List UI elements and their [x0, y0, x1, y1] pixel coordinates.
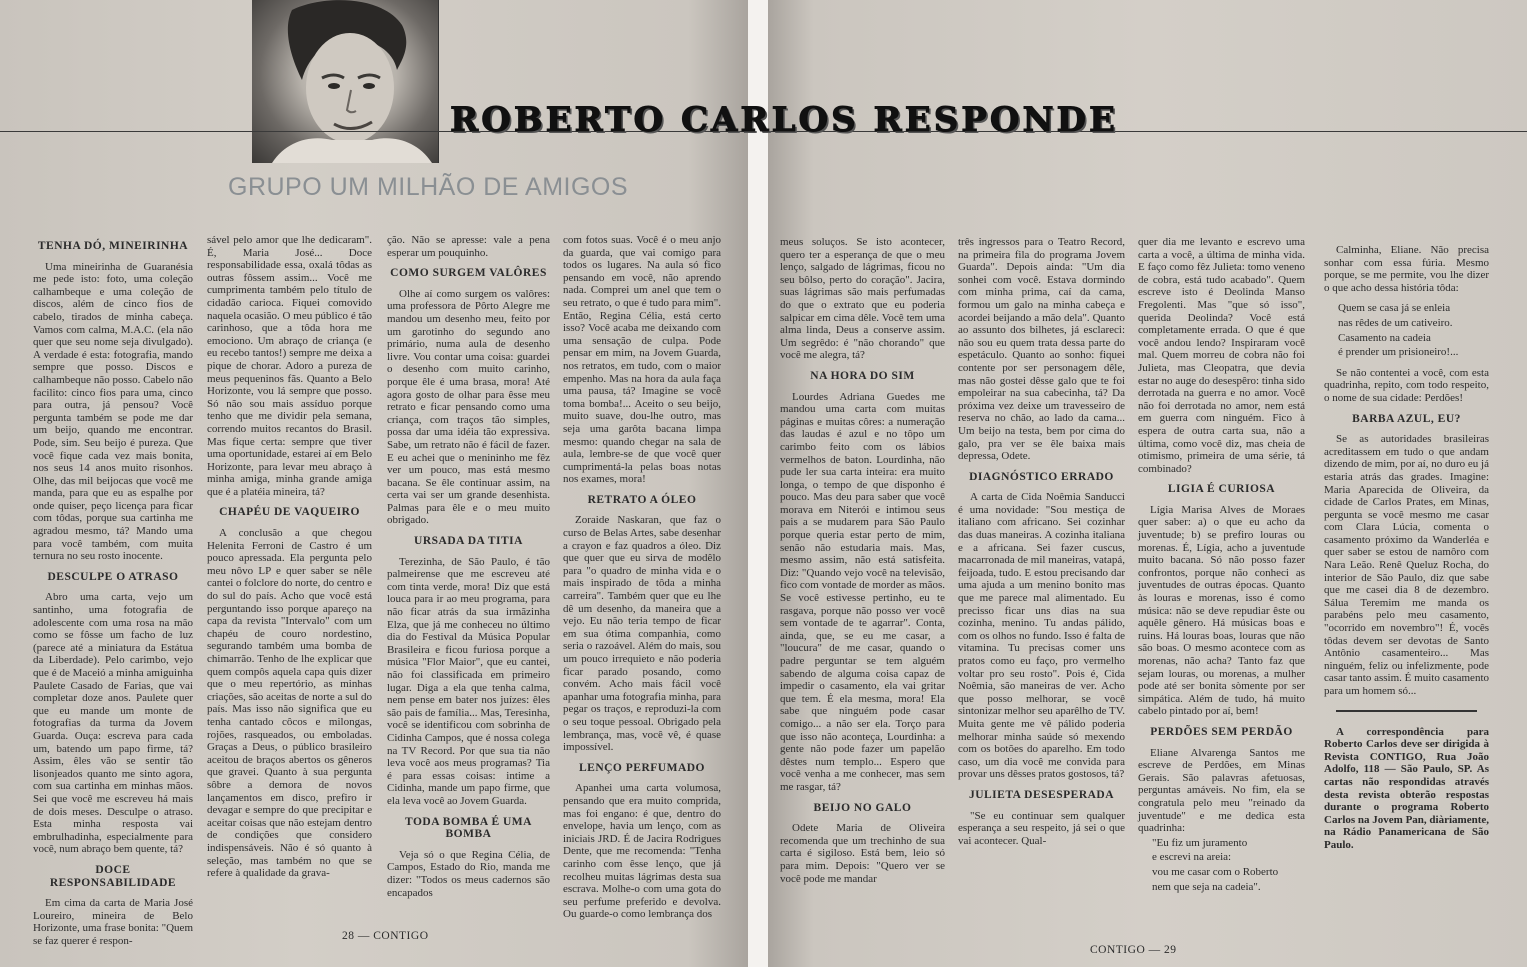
heading: LENÇO PERFUMADO: [578, 761, 705, 774]
page-gutter: [748, 0, 768, 967]
heading: PERDÕES SEM PERDÃO: [1150, 725, 1293, 738]
section-subtitle: GRUPO UM MILHÃO DE AMIGOS: [228, 173, 629, 201]
heading: DESCULPE O ATRASO: [47, 570, 179, 583]
paragraph: quer dia me levanto e escrevo uma carta a você, a última de minha vida. E faço como fêz Julieta: tomo veneno de cobra, está tudo acabado". Quem escreve isto é Deolinda Manso Fregolenti. Mas "que só isso", querida Deolinda? Você está completamente errada. O que é que você andou lendo? Inspiraram você mal. Quem morreu de cobra não foi Julieta, mas Cleopatra, que devia estar no auge do desespêro: tinha sido derrotada na guerra e no amor. Você não foi derrotada no amor, nem está em guerra com ninguém. Fico à espera de outra carta sua, não a última, como você diz, mas cheia de otimismo, primeira de uma série, tá combinado?: [1138, 236, 1305, 475]
heading: URSADA DA TITIA: [414, 535, 523, 548]
heading: NA HORA DO SIM: [810, 369, 915, 382]
left-column-4: [563, 234, 721, 922]
verse-line: vou me casar com o Roberto: [1152, 865, 1279, 878]
paragraph: Se as autoridades brasileiras acreditassem em tudo o que andam dizendo de mim, por aí, no duro eu já estaria atrás das grades. Imagine: Maria Aparecida de Oliveira, da cidade de Carlos Prates, em Minas, pergunta se você mesmo me casar com Clara Lúcia, comenta o casamento próximo da Wanderléa e quer saber se estou de namôro com Nara Leão. Renê Queluz Rocha, do interior de São Paulo, diz que sabe que me casei dia 8 de dezembro. Sálua Teremim me manda os parabéns pelo meu casamento, "ocorrido em novembro"! É, vocês tôdas devem ser devotas de Santo Antônio casamenteiro... Mas ninguém, feliz ou infelizmente, pode casar tanto assim. É muito casamento para um homem só...: [1324, 433, 1489, 697]
verse-line: é prender um prisioneiro!...: [1338, 346, 1459, 359]
verse-line: nem que seja na cadeia".: [1152, 880, 1261, 893]
paragraph: Zoraide Naskaran, que faz o curso de Belas Artes, sabe desenhar a crayon e faz quadros a óleo. Diz que quer que eu sirva de modêlo para "o quadro de minha vida e o mais inspirado de tôda a minha carreira". Também quer que eu lhe dê um desenho, da maneira que a vejo. Eu não teria tempo de ficar em sua ótima companhia, como seria o razoável. Além do mais, sou um pouco irrequieto e não poderia ficar parado posando, como convém. Acho mais fácil você apanhar uma fotografia minha, para pegar os traços, e reproduzi-la com o seu toque pessoal. Obrigado pela lembrança, mas, você vê, é quase impossível.: [563, 514, 721, 754]
page-number-left: 28 — CONTIGO: [342, 930, 429, 942]
heading: DOCE RESPONSABILIDADE: [49, 863, 177, 889]
page-number-right: CONTIGO — 29: [1090, 944, 1177, 956]
paragraph: Apanhei uma carta volumosa, pensando que era muito comprida, mas foi engano: é que, dentro do envelope, havia um lenço, com as iniciais JRD. É de Jacira Rodrigues Dente, que me recomenda: "Tenha carinho com êsse lenço, que já recolheu muitas lágrimas desta sua escrava. Molhe-o com uma gota do seu perfume preferido e devolva. Ou guarde-o como lembrança dos: [563, 782, 721, 921]
paragraph: Veja só o que Regina Célia, de Campos, Estado do Rio, manda me dizer: "Todos os meus cadernos são encapados: [387, 848, 550, 899]
paragraph: A conclusão a que chegou Helenita Ferroni de Castro é um pouco apressada. Ela pergunta pelo meu nôvo LP e quer saber se nêle cantei o folclore do norte, do centro e do sul do país. Acho que você está perguntando isso porque apareço na capa da revista "Intervalo" com um chapéu de couro nordestino, segurando também uma bomba de chimarrão. Tenho de lhe explicar que quem compôs aquela capa quis dizer que o meu repertório, as minhas criações, são aceitas de norte a sul do país. Mas isso não significa que eu tenha cantado côcos e milongas, rojões, rasqueados, ou emboladas. Graças a Deus, o público brasileiro aceitou de braços abertos os gêneros que gravei. Quanto à sua pergunta sôbre a demora de novos lançamentos em disco, prefiro ir devagar e sempre do que precipitar e aceitar coisas que não estejam dentro de condições que considero indispensáveis. Não é só quanto à seleção, mas também no que se refere à qualidade da grava-: [207, 527, 372, 880]
verse-line: "Eu fiz um juramento: [1152, 836, 1248, 849]
verse-line: e escrevi na areia:: [1152, 851, 1232, 864]
heading: CHAPÉU DE VAQUEIRO: [219, 506, 360, 519]
heading: BARBA AZUL, EU?: [1352, 412, 1461, 425]
right-column-1: [780, 236, 945, 922]
paragraph: Olhe aí como surgem os valôres: uma professora de Pôrto Alegre me mandou um desenho meu, feito por um garotinho do segundo ano primário, numa aula de desenho livre. Vou contar uma coisa: guardei o desenho com muito carinho, porque êle é uma brasa, mora! Até agora gosto de olhar para êsse meu retrato e ficar pensando como uma criança, com traços tão simples, possa dar uma idéia tão expressiva. Sabe, um retrato não é fácil de fazer. E eu achei que o menininho me fêz ver um pouco, mas está mesmo bacana. Se êle continuar assim, na certa vai ser um grande desenhista. Palmas para êle e o meu muito obrigado.: [387, 287, 550, 527]
heading: BEIJO NO GALO: [813, 801, 912, 814]
paragraph: ção. Não se apresse: vale a pena esperar um pouquinho.: [387, 234, 550, 259]
paragraph: Odete Maria de Oliveira recomenda que um trechinho de sua carta é sigiloso. Está bem, leio só para mim. Depois: "Quero ver se você pode me mandar: [780, 822, 945, 885]
right-column-3: [1138, 236, 1305, 922]
heading: TENHA DÓ, MINEIRINHA: [37, 240, 189, 252]
heading: LIGIA É CURIOSA: [1167, 483, 1276, 496]
paragraph: com fotos suas. Você é o meu anjo da guarda, que vai comigo para todos os lugares. Na aula só fico pensando em você, não aprendo nada. Comprei um anel que tem o seu retrato, o que é tudo para mim". Então, Regina Célia, está certo isso? Você acaba me deixando com uma sensação de culpa. Pode pensar em mim, na Jovem Guarda, nos retratos, em tudo, com o maior empenho. Mas na hora da aula faça uma pausa, tá? Imagine se você toma bomba!... Aceito o seu beijo, muito suave, dou-lhe outro, mas seja uma garôta bacana limpa mesmo: quando chegar na sala de aula, lembre-se de que você quer cumprimentá-la pelas boas notas nos exames, mora!: [563, 234, 721, 486]
page-title: ROBERTO CARLOS RESPONDE: [450, 100, 1118, 140]
heading: JULIETA DESESPERADA: [968, 788, 1115, 801]
paragraph: A carta de Cida Noêmia Sanducci é uma novidade: "Sou mestiça de italiano com africano. Sei cozinhar das duas maneiras. A cozinha italiana e a africana. Sei fazer cuscus, macarronada de mil maneiras, vatapá, feijoada, tudo. E estou precisando dar uma ajuda a um menino bonito mas que me parece mal alimentado. Eu precisso ficar uns dias na sua cozinha, menino. Tu andas pálido, com os olhos no fundo. Isso é falta de vitamina. Tu precisas comer uns pratos como eu faço, pro vermelho voltar pro seu rosto". Pois é, Cida Noêmia, são maneiras de ver. Acho que posso melhorar, se você sintonizar melhor seu aparêlho de TV. Muita gente me vê pálido poderia melhorar minha saúde só mexendo com os botões do aparelho. Em todo caso, um dia você me convida para provar uns dêsses pratos gostosos, tá?: [958, 491, 1125, 781]
portrait-illustration: [252, 0, 438, 163]
paragraph: Lígia Marisa Alves de Moraes quer saber: a) o que eu acho da juventude; b) se prefiro louras ou morenas. É, Lígia, acho a juventude muito bacana. Só não posso fazer confrontos, porque não conheci as juventudes de outras épocas. Quanto às louras e morenas, isso é como música: não se deve repudiar êste ou aquêle gênero. Há músicas boas e ruins. Há louras boas, louras que não são boas. O mesmo acontece com as morenas, não acha? Tanto faz que sejam louras, ou morenas, a mulher pode até ser bonita sòmente por ser simpática. Além de tudo, há muito cabelo pintado por aí, bem!: [1138, 503, 1305, 718]
left-page: [0, 0, 748, 967]
left-column-1: [33, 232, 193, 947]
right-column-4: [1324, 244, 1489, 930]
paragraph: Lourdes Adriana Guedes me mandou uma carta com muitas páginas e muitas côres: a numeração das laudas é azul e no tôpo um carimbo feito com os lábios vermelhos de baton. Lourdinha, não pude ler sua carta inteira: era muito longa, o tempo de que disponho é pouco. Mas deu para saber que você morava em Niterói e intimou seus pais a se mudarem para São Paulo porque queria estar perto de mim, senão não estudaria mais. Mas, mesmo assim, não está satisfeita. Diz: "Quando vejo você na televisão, fico com vontade de morder as mãos. Se você estivesse pertinho, eu te rasgava, porque não posso ver você sem vontade de te agarrar". Conta, ainda, que, se eu me casar, a "loucura" de me casar, quando o padre perguntar se tem alguém sabendo de alguma coisa capaz de impedir o casamento, ela vai gritar que tem. É ela mesma, mora! Ela sabe que ninguém pode casar comigo... a não ser ela. Torço para que isso não aconteça, Lourdinha: a gente não pode fazer um papelão dêstes num templo... Espero que você venha a me conhecer, mas sem me rasgar, tá?: [780, 390, 945, 793]
paragraph: meus soluços. Se isto acontecer, quero ter a esperança de que o meu lenço, salgado de lágrimas, ficou no seu bôlso, perto do coração". Jacira, suas lágrimas são mais perfumadas do que o extrato que eu poderia salpicar em cima dêle. Você tem uma alma linda, Deus a conserve assim. Um segrêdo: é "não chorando" que você me alegra, tá?: [780, 236, 945, 362]
heading: TODA BOMBA É UMA BOMBA: [405, 815, 532, 841]
paragraph: três ingressos para o Teatro Record, na primeira fila do programa Jovem Guarda". Depois ainda: "Um dia sonhei com você. Estava dormindo com minha prima, caí da cama, formou um galo na minha cabeça e acordei beijando a mão dela". Quanto ao assunto dos bilhetes, já esclareci: não sou eu quem trata dessa parte do espetáculo. Quanto ao sonho: fiquei contente por ser personagem dêle, mas não gostei dêsse galo que te foi empoleirar na sua cabecinha, tá? Da próxima vez deixe um travesseiro de reserva no chão, ao lado da cama... Um beijo na testa, bem por cima do galo, pra ver se êle baixa mais depressa, Odete.: [958, 236, 1125, 463]
heading: DIAGNÓSTICO ERRADO: [969, 470, 1114, 483]
paragraph: Abro uma carta, vejo um santinho, uma fotografia de adolescente com uma rosa na mão como se fôsse um facho de luz (parece até a miniatura da Estátua da Liberdade). Pelo carimbo, vejo que é de Maceió a minha amiguinha Paulete Casado de Farias, que vai completar doze anos. Paulete quer que eu mande um monte de fotografias da turma da Jovem Guarda. Ouça: escreva para cada um, batendo um papo firme, tá? Assim, êles vão se sentir tão lisonjeados quanto me sinto agora, com sua cartinha em minhas mãos. Sei que você me escreveu há mais de dois meses. Desculpe o atraso. Esta minha resposta vai embrulhadinha, especialmente para você, num abraço bem quente, tá?: [33, 591, 193, 856]
paragraph: "Se eu continuar sem qualquer esperança a seu respeito, já sei o que vai acontecer. Qual-: [958, 809, 1125, 847]
left-column-2: [207, 234, 372, 922]
paragraph: Se não contentei a você, com esta quadrinha, repito, com todo respeito, o nome de sua cidade: Perdões!: [1324, 366, 1489, 404]
verse-line: nas rêdes de um cativeiro.: [1338, 316, 1453, 329]
paragraph: Uma mineirinha de Guaranésia me pede isto: foto, uma coleção calhambeque e uma coleção de discos, além de cinco fios de cabelo, tirados de minha cabeça. Vamos com calma, M.A.C. (ela não quer que seu nome seja divulgado). A verdade é esta: fotografia, mando sempre que posso. Discos e calhambeque não posso. Cabelo não facilito: cinco fios para uma, cinco para outra, já pensou? Você pergunta também se pode me dar um beijo, quando me encontrar. Pode, sim. Seu beijo é pureza. Que você fique cada vez mais bonita, nos seus 14 anos muito risonhos. Olhe, das mil beijocas que você me manda, para que eu as espalhe por onde quiser, peço licença para ficar com tôdas, porque sua cartinha me agradou mesmo, tá? Mando uma para você também, com muita ternura no seu rosto inocente.: [33, 260, 193, 563]
verse-line: Casamento na cadeia: [1338, 331, 1431, 344]
right-column-2: [958, 236, 1125, 922]
right-page: [768, 0, 1527, 967]
divider: [1336, 710, 1478, 712]
verse-line: Quem se casa já se enleia: [1338, 302, 1451, 315]
paragraph: sável pelo amor que lhe dedicaram". É, Maria José... Doce responsabilidade essa, oxalá tôdas as outras fôssem assim... Você me cumprimenta também pelo título de cidadão carioca. Fiquei comovido naquela ocasião. O meu público é tão carinhoso, que a tôda hora me emociono. Um abraço de criança (e eu recebo tantos!) sempre me deixa a pique de chorar. Adoro a pureza de meus pequeninos fãs. Quanto a Belo Horizonte, vou lá sempre que posso. Só não sou mais assíduo porque tenho que me dividir pela semana, correndo muitos recantos do Brasil. Mas fique certa: sempre que tiver uma oportunidade, estarei aí em Belo Horizonte, para levar meu abraço à minha amiga, minha grande amiga que é a platéia mineira, tá?: [207, 234, 372, 498]
correspondence-note: A correspondência para Roberto Carlos deve ser dirigida à Revista CONTIGO, Rua João Adolfo, 118 — São Paulo, SP. As cartas não respondidas através desta revista obterão respostas durante o programa Roberto Carlos na Jovem Pan, diàriamente, na Rádio Panamericana de São Paulo.: [1324, 725, 1489, 851]
paragraph: Terezinha, de São Paulo, é tão palmeirense que me escreveu até com tinta verde, mora! Diz que está louca para ir ao meu programa, para não ficar atrás da sua irmãzinha Elza, que já me conheceu no último dia do Festival da Música Popular Brasileira e ficou furiosa porque a música "Flor Maior", que eu cantei, não foi classificada em primeiro lugar. Diga a ela que tenha calma, nem pense em bater nos juízes: êles são pais de família... Mas, Teresinha, você se identificou com sobrinha de Cidinha Campos, que é nossa colega na TV Record. Por que sua tia não leva você aos meus programas? Tia é para essas coisas: intime a Cidinha, mande um papo firme, que ela leva você ao Jovem Guarda.: [387, 555, 550, 807]
paragraph: Em cima da carta de Maria José Loureiro, mineira de Belo Horizonte, uma frase bonita: "Quem se faz querer é respon-: [33, 897, 193, 947]
portrait-photo: [252, 0, 439, 163]
paragraph: Calminha, Eliane. Não precisa sonhar com essa fúria. Mesmo porque, se me permite, vou lhe dizer o que acho dessa história tôda:: [1324, 244, 1489, 294]
left-column-3: [387, 234, 550, 922]
heading: RETRATO A ÓLEO: [587, 493, 697, 506]
heading: COMO SURGEM VALÔRES: [390, 267, 547, 280]
paragraph: Eliane Alvarenga Santos me escreve de Perdões, em Minas Gerais. São palavras afetuosas, perguntas amáveis. No fim, ela se congratula pelo meu "reinado da juventude" e me dedica esta quadrinha:: [1138, 746, 1305, 835]
